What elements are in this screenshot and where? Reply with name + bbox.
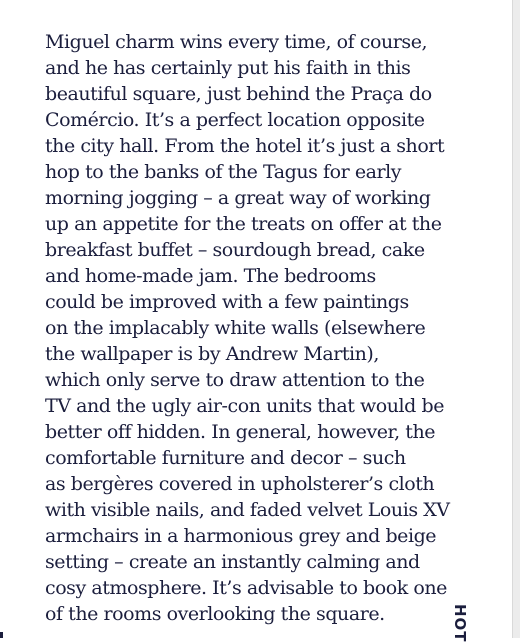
article-line: on the implacably white walls (elsewhere <box>45 317 426 339</box>
article-line: could be improved with a few paintings <box>45 291 409 313</box>
article-line: with visible nails, and faded velvet Louis XV <box>45 499 450 521</box>
article-line: as bergères covered in upholsterer’s cloth <box>45 473 435 495</box>
article-line: better off hidden. In general, however, the <box>45 421 436 443</box>
crop-mark <box>0 632 3 638</box>
article-line: of the rooms overlooking the square. <box>45 603 385 625</box>
section-tab-label: HOT <box>451 604 469 643</box>
article-line: comfortable furniture and decor – such <box>45 447 406 469</box>
article-line: Miguel charm wins every time, of course, <box>45 31 428 53</box>
article-line: which only serve to draw attention to the <box>45 369 425 391</box>
article-line: the wallpaper is by Andrew Martin), <box>45 343 379 365</box>
article-line: and he has certainly put his faith in this <box>45 57 411 79</box>
page-edge-shadow <box>513 0 520 638</box>
section-tab <box>451 604 471 643</box>
article-line: TV and the ugly air-con units that would be <box>45 395 444 417</box>
article-line: up an appetite for the treats on offer at the <box>45 213 442 235</box>
article-line: and home-made jam. The bedrooms <box>45 265 376 287</box>
article-line: cosy atmosphere. It’s advisable to book one <box>45 577 447 599</box>
article-line: morning jogging – a great way of working <box>45 187 431 209</box>
article-body <box>45 29 450 627</box>
article-line: the city hall. From the hotel it’s just a short <box>45 135 445 157</box>
article-line: armchairs in a harmonious grey and beige <box>45 525 437 547</box>
article-line: hop to the banks of the Tagus for early <box>45 161 402 183</box>
article-line: breakfast buffet – sourdough bread, cake <box>45 239 425 261</box>
article-line: beautiful square, just behind the Praça do <box>45 83 432 105</box>
article-line: Comércio. It’s a perfect location opposite <box>45 109 425 131</box>
article-line: setting – create an instantly calming and <box>45 551 420 573</box>
